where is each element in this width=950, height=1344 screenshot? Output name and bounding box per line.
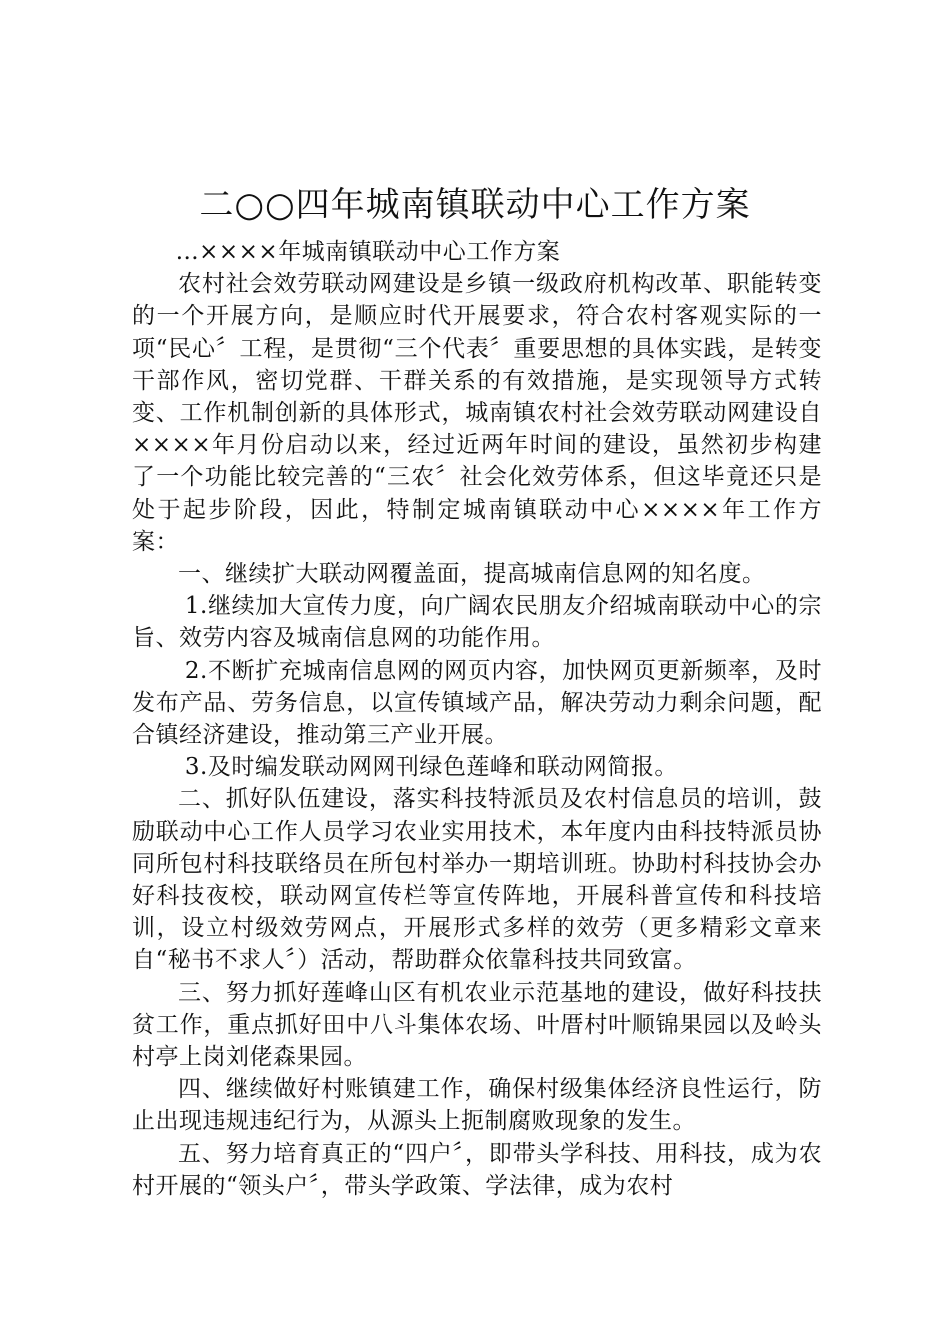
document-title: 二○○四年城南镇联动中心工作方案: [199, 185, 751, 225]
paragraph-item-2: 2.不断扩充城南信息网的网页内容，加快网页更新频率，及时发布产品、劳务信息，以宣传镇域产品，解决劳动力剩余问题，配合镇经济建设，推动第三产业开展。: [132, 657, 822, 749]
paragraph-section-3: 三、努力抓好莲峰山区有机农业示范基地的建设，做好科技扶贫工作，重点抓好田中八斗集体农场、叶厝村叶顺锦果园以及岭头村亭上岗刘佬森果园。: [132, 979, 822, 1071]
paragraph-item-3: 3.及时编发联动网网刊绿色莲峰和联动网简报。: [184, 754, 678, 781]
document-subtitle: ...××××年城南镇联动中心工作方案: [175, 239, 561, 265]
paragraph-item-1: 1.继续加大宣传力度，向广阔农民朋友介绍城南联动中心的宗旨、效劳内容及城南信息网的功能作用。: [132, 593, 822, 652]
paragraph-section-1: 一、继续扩大联动网覆盖面，提高城南信息网的知名度。: [178, 561, 766, 588]
paragraph-section-5: 五、努力培育真正的“四户〞，即带头学科技、用科技，成为农村开展的“领头户〞，带头学政策、学法律，成为农村: [132, 1140, 822, 1199]
paragraph-intro: 农村社会效劳联动网建设是乡镇一级政府机构改革、职能转变的一个开展方向，是顺应时代开展要求，符合农村客观实际的一项“民心〞工程，是贯彻“三个代表〞重要思想的具体实践，是转变干部作风，密切党群、干群关系的有效措施，是实现领导方式转变、工作机制创新的具体形式，城南镇农村社会效劳联动网建设自××××年月份启动以来，经过近两年时间的建设，虽然初步构建了一个功能比较完善的“三农〞社会化效劳体系，但这毕竟还只是处于起步阶段，因此，特制定城南镇联动中心××××年工作方案：: [132, 271, 822, 555]
paragraph-section-2: 二、抓好队伍建设，落实科技特派员及农村信息员的培训，鼓励联动中心工作人员学习农业实用技术，本年度内由科技特派员协同所包村科技联络员在所包村举办一期培训班。协助村科技协会办好科技夜校，联动网宣传栏等宣传阵地，开展科普宣传和科技培训，设立村级效劳网点，开展形式多样的效劳（更多精彩文章来自“秘书不求人〞）活动，帮助群众依靠科技共同致富。: [132, 786, 822, 974]
paragraph-section-4: 四、继续做好村账镇建工作，确保村级集体经济良性运行，防止出现违规违纪行为，从源头上扼制腐败现象的发生。: [132, 1076, 822, 1135]
document-body: [132, 236, 822, 1202]
